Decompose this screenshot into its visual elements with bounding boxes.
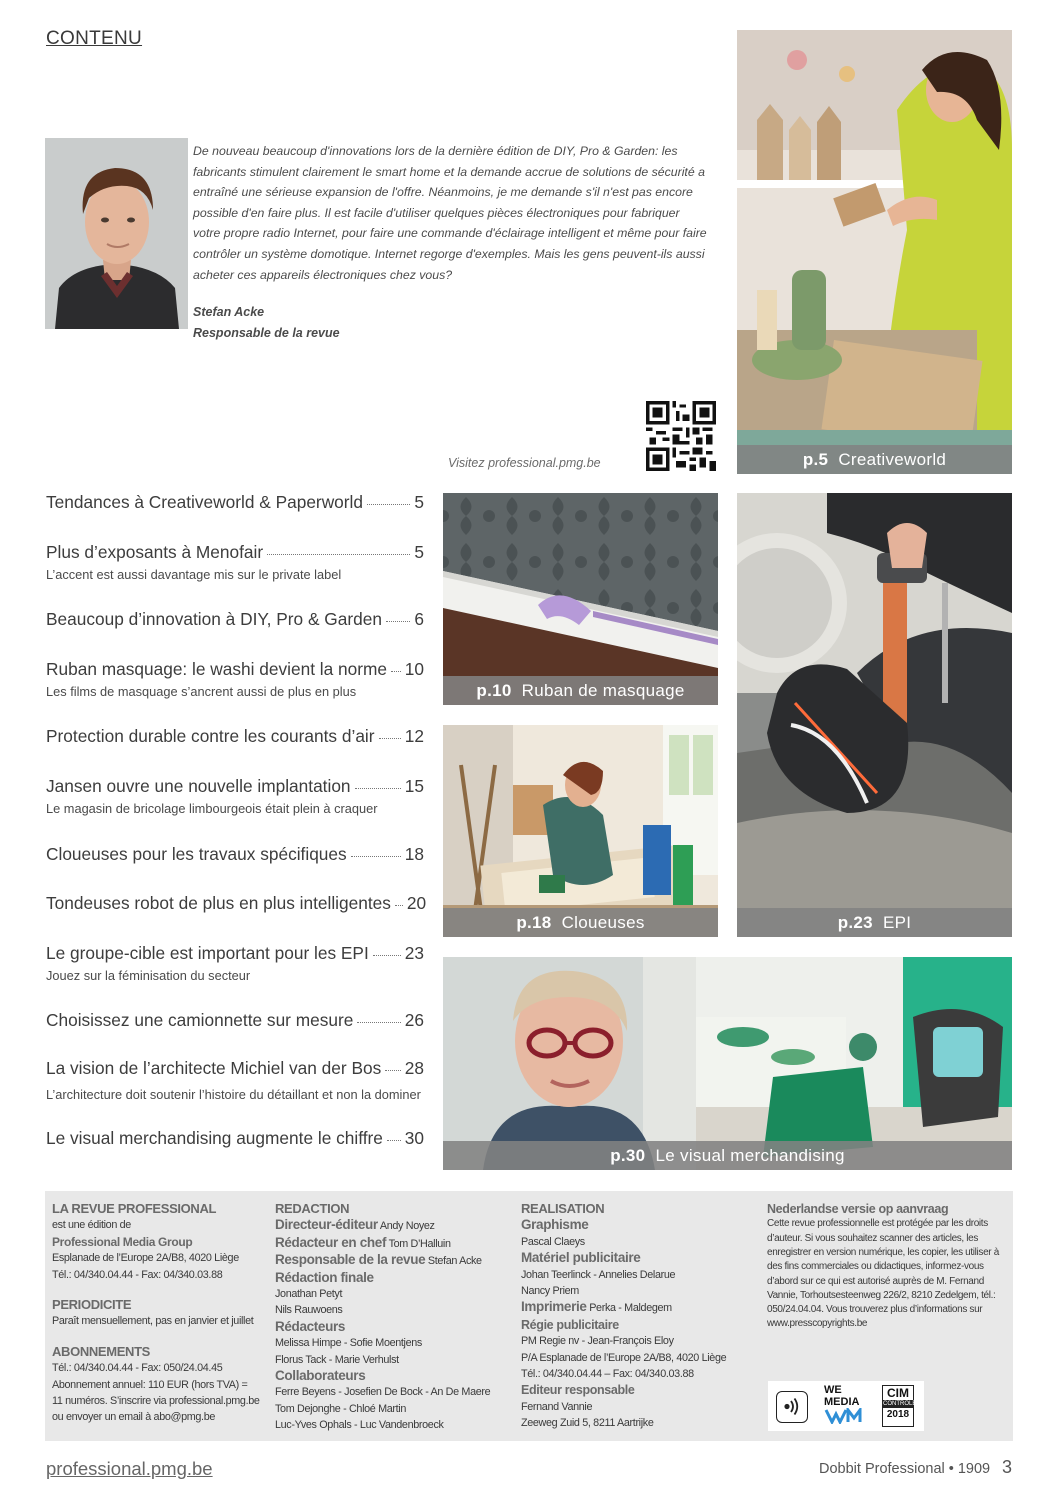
colophon-value: Tél.: 04/340.04.44 – Fax: 04/340.03.88 [521, 1368, 694, 1381]
colophon-value: Johan Teerlinck - Annelies Delarue [521, 1268, 676, 1281]
colophon-subheading: Collaborateurs [275, 1368, 366, 1384]
toc-subtitle: Jouez sur la féminisation du secteur [46, 968, 251, 983]
colophon-col-redaction [275, 1201, 510, 1434]
caption-p5 [737, 445, 1012, 474]
toc-leader [391, 671, 401, 672]
colophon-line: Tél.: 04/340.04.44 - Fax: 050/24.04.45 [52, 1362, 223, 1375]
toc-leader [387, 1140, 401, 1141]
toc-item[interactable] [46, 1058, 424, 1102]
colophon-value: Fernand Vannie [521, 1400, 593, 1413]
caption-p23 [737, 908, 1012, 937]
editorial-text: De nouveau beaucoup d'innovations lors de la dernière édition de DIY, Pro & Garden: les fabricants stimulent clairement le smart home et la demande accrue de solutions de sécurité a entraîné une sérieuse expansion de l'offre. Néanmoins, je me demande s'il n'est pas encore possible d'en faire plus. Il est facile d'utiliser quelques pièces électroniques pour fabriquer votre propre radio Internet, pour faire une commande d'éclairage intelligent et même pour faire contrôler un système domotique. Internet regorge d'exemples. Mais les gens peuvent-ils aussi acheter ces appareils électroniques chez vous? [193, 144, 707, 282]
colophon-value: Ferre Beyens - Josefien De Bock - An De Maere [275, 1386, 491, 1399]
caption-page: p.18 [516, 913, 552, 932]
toc-page: 23 [404, 943, 424, 963]
toc-leader [357, 1022, 400, 1023]
toc-leader [385, 1070, 401, 1071]
colophon-col-realisation [521, 1201, 756, 1432]
caption-p18 [443, 908, 718, 937]
cim-logo [882, 1385, 917, 1427]
colophon-value: Florus Tack - Marie Verhulst [275, 1353, 399, 1366]
colophon-col-revue [52, 1201, 267, 1426]
toc-leader [379, 738, 401, 739]
toc-leader [367, 504, 410, 505]
colophon-subheading: Rédacteur en chef [275, 1234, 387, 1250]
editorial-signature [193, 302, 340, 344]
toc-item[interactable] [46, 943, 424, 983]
colophon-value: Perka - Maldegem [589, 1302, 672, 1315]
colophon-subheading: Graphisme [521, 1217, 589, 1233]
logo-text: CONTROLE [883, 1401, 917, 1407]
caption-page: p.10 [476, 681, 512, 700]
colophon-value: Luc-Yves Ophals - Luc Vandenbroeck [275, 1419, 444, 1432]
toc-page: 10 [404, 659, 424, 679]
toc-item[interactable] [46, 1010, 424, 1031]
colophon-value: Stefan Acke [427, 1255, 482, 1268]
toc-title: Le visual merchandising augmente le chiffre [46, 1128, 383, 1148]
caption-p10 [443, 676, 718, 705]
toc-title: Protection durable contre les courants d’air [46, 726, 375, 746]
photo-epi[interactable] [737, 493, 1012, 937]
toc-leader [395, 905, 403, 906]
we-media-logo [824, 1385, 878, 1429]
toc-title: Beaucoup d’innovation à DIY, Pro & Garden [46, 609, 382, 629]
toc-leader [386, 621, 410, 622]
toc-leader [355, 788, 401, 789]
editorial-author: Stefan Acke [193, 305, 265, 319]
caption-page: p.30 [610, 1146, 646, 1165]
toc-item[interactable] [46, 1128, 424, 1149]
colophon-value: P/A Esplanade de l’Europe 2A/B8, 4020 Liège [521, 1351, 727, 1364]
photo-visual-merchandising[interactable] [443, 957, 1012, 1170]
logo-text: 2018 [886, 1409, 910, 1420]
toc-leader [351, 856, 401, 857]
toc-page: 5 [414, 542, 424, 562]
colophon-subheading: Imprimerie [521, 1299, 587, 1315]
colophon-subheading: Matériel publicitaire [521, 1250, 641, 1266]
colophon-value: Nancy Priem [521, 1285, 579, 1298]
colophon-line: Paraît mensuellement, pas en janvier et juillet [52, 1315, 254, 1328]
partner-logos [768, 1381, 924, 1431]
caption-label: EPI [882, 913, 912, 932]
logo-text: WE [824, 1384, 842, 1396]
colophon-heading: REALISATION [521, 1201, 605, 1216]
toc-title: Choisissez une camionnette sur mesure [46, 1010, 354, 1030]
toc-page: 26 [404, 1010, 424, 1030]
colophon-col-copyright [767, 1201, 1002, 1332]
toc-item[interactable] [46, 609, 424, 630]
colophon-heading: LA REVUE PROFESSIONAL [52, 1201, 217, 1216]
copyright-notice: Cette revue professionnelle est protégée par les droits d’auteur. Si vous souhaitez scanner des articles, les enregistrer en version numérique, les copier, les utiliser à des fins commerciales ou didactiques, informez-vous d’abord sur ce qui est autorisé auprès de M. Fernand Vannie, Torhoutsesteenweg 226/2, 8210 Zedelgem, tél.: 050/24.04.04. Vous trouverez plus d’informations sur www.presscopyrights.be [767, 1218, 999, 1330]
audio-logo-icon [776, 1391, 808, 1423]
colophon-value: PM Regie nv - Jean-François Eloy [521, 1335, 674, 1348]
toc-leader [267, 554, 410, 555]
caption-label: Ruban de masquage [521, 681, 685, 700]
page-title: CONTENU [46, 28, 143, 49]
toc-item[interactable] [46, 492, 424, 513]
toc-page: 20 [406, 893, 427, 913]
caption-label: Le visual merchandising [655, 1146, 845, 1165]
editor-portrait [45, 138, 188, 329]
editorial-role: Responsable de la revue [193, 326, 340, 340]
toc-subtitle: L’accent est aussi davantage mis sur le private label [46, 567, 342, 582]
colophon-subheading: Rédacteurs [275, 1318, 346, 1334]
toc-item[interactable] [46, 542, 424, 582]
colophon-line: 11 numéros. S’inscrire via professional.pmg.be [52, 1395, 260, 1408]
toc-item[interactable] [46, 726, 424, 747]
qr-code-icon[interactable] [646, 401, 716, 471]
colophon-subheading: Editeur responsable [521, 1383, 635, 1398]
caption-page: p.5 [802, 450, 829, 469]
toc-subtitle: Le magasin de bricolage limbourgeois était plein à craquer [46, 801, 378, 816]
toc-title: Ruban masquage: le washi devient la norme [46, 659, 388, 679]
toc-page: 30 [404, 1128, 424, 1148]
toc-page: 18 [404, 844, 424, 864]
colophon-value: Andy Noyez [379, 1220, 435, 1233]
caption-label: Creativeworld [838, 450, 947, 469]
colophon-subheading: Responsable de la revue [275, 1252, 426, 1268]
toc-title: Le groupe-cible est important pour les EPI [46, 943, 369, 963]
colophon-subheading: Régie publicitaire [521, 1317, 619, 1332]
website-link[interactable]: professional.pmg.be [46, 1458, 213, 1479]
visit-website-text: Visitez professional.pmg.be [448, 456, 601, 470]
caption-page: p.23 [837, 913, 873, 932]
colophon-heading: PERIODICITE [52, 1297, 132, 1313]
colophon-value: Tom Dejonghe - Chloé Martin [275, 1402, 406, 1415]
colophon-line: ou envoyer un email à abo@pmg.be [52, 1411, 216, 1424]
toc-title: Tondeuses robot de plus en plus intelligentes [46, 893, 391, 913]
colophon-heading: ABONNEMENTS [52, 1343, 150, 1359]
logo-text: CIM [887, 1386, 909, 1400]
colophon-heading: Nederlandse versie op aanvraag [767, 1202, 949, 1216]
photo-cloueuses[interactable] [443, 725, 718, 937]
colophon-value: Melissa Himpe - Sofie Moentjens [275, 1337, 422, 1350]
toc-page: 15 [404, 776, 424, 796]
page-number: 3 [1002, 1457, 1013, 1477]
colophon-value: Tom D’Halluin [388, 1237, 451, 1250]
caption-p30 [443, 1141, 1012, 1170]
toc-page: 6 [414, 609, 424, 629]
colophon-value: Pascal Claeys [521, 1235, 585, 1248]
toc-subtitle: L’architecture doit soutenir l’histoire du détaillant et non la dominer [46, 1087, 421, 1102]
photo-creativeworld[interactable] [737, 30, 1012, 474]
toc-page: 28 [404, 1058, 424, 1078]
toc-item[interactable] [46, 659, 424, 699]
colophon-value: Jonathan Petyt [275, 1288, 343, 1301]
colophon-line: Abonnement annuel: 110 EUR (hors TVA) = [52, 1378, 248, 1391]
caption-label: Cloueuses [561, 913, 645, 932]
toc-title: Plus d’exposants à Menofair [46, 542, 264, 562]
toc-item[interactable] [46, 776, 424, 816]
colophon-value: Nils Rauwoens [275, 1304, 343, 1317]
logo-text: MEDIA [824, 1396, 860, 1408]
toc-title: Tendances à Creativeworld & Paperworld [46, 492, 363, 512]
magazine-issue: Dobbit Professional • 1909 [819, 1461, 991, 1477]
colophon-line: Tél.: 04/340.04.44 - Fax: 04/340.03.88 [52, 1268, 223, 1281]
toc-page: 12 [404, 726, 424, 746]
toc-item[interactable] [46, 844, 424, 865]
toc-item[interactable] [46, 893, 427, 914]
toc-subtitle: Les films de masquage s’ancrent aussi de plus en plus [46, 684, 357, 699]
photo-ruban-de-masquage[interactable] [443, 493, 718, 705]
toc-title: Jansen ouvre une nouvelle implantation [46, 776, 351, 796]
colophon-subheading: Directeur-éditeur [275, 1217, 378, 1233]
toc-leader [373, 955, 401, 956]
colophon-line: Esplanade de l’Europe 2A/B8, 4020 Liège [52, 1252, 239, 1265]
colophon-publisher: Professional Media Group [52, 1234, 193, 1249]
colophon-subheading: Rédaction finale [275, 1269, 374, 1285]
toc-title: La vision de l’architecte Michiel van der Bos [46, 1058, 382, 1078]
toc-page: 5 [414, 492, 424, 512]
colophon-value: Zeeweg Zuid 5, 8211 Aartrijke [521, 1417, 654, 1430]
toc-title: Cloueuses pour les travaux spécifiques [46, 844, 347, 864]
colophon-line: est une édition de [52, 1219, 131, 1232]
colophon-heading: REDACTION [275, 1201, 350, 1216]
